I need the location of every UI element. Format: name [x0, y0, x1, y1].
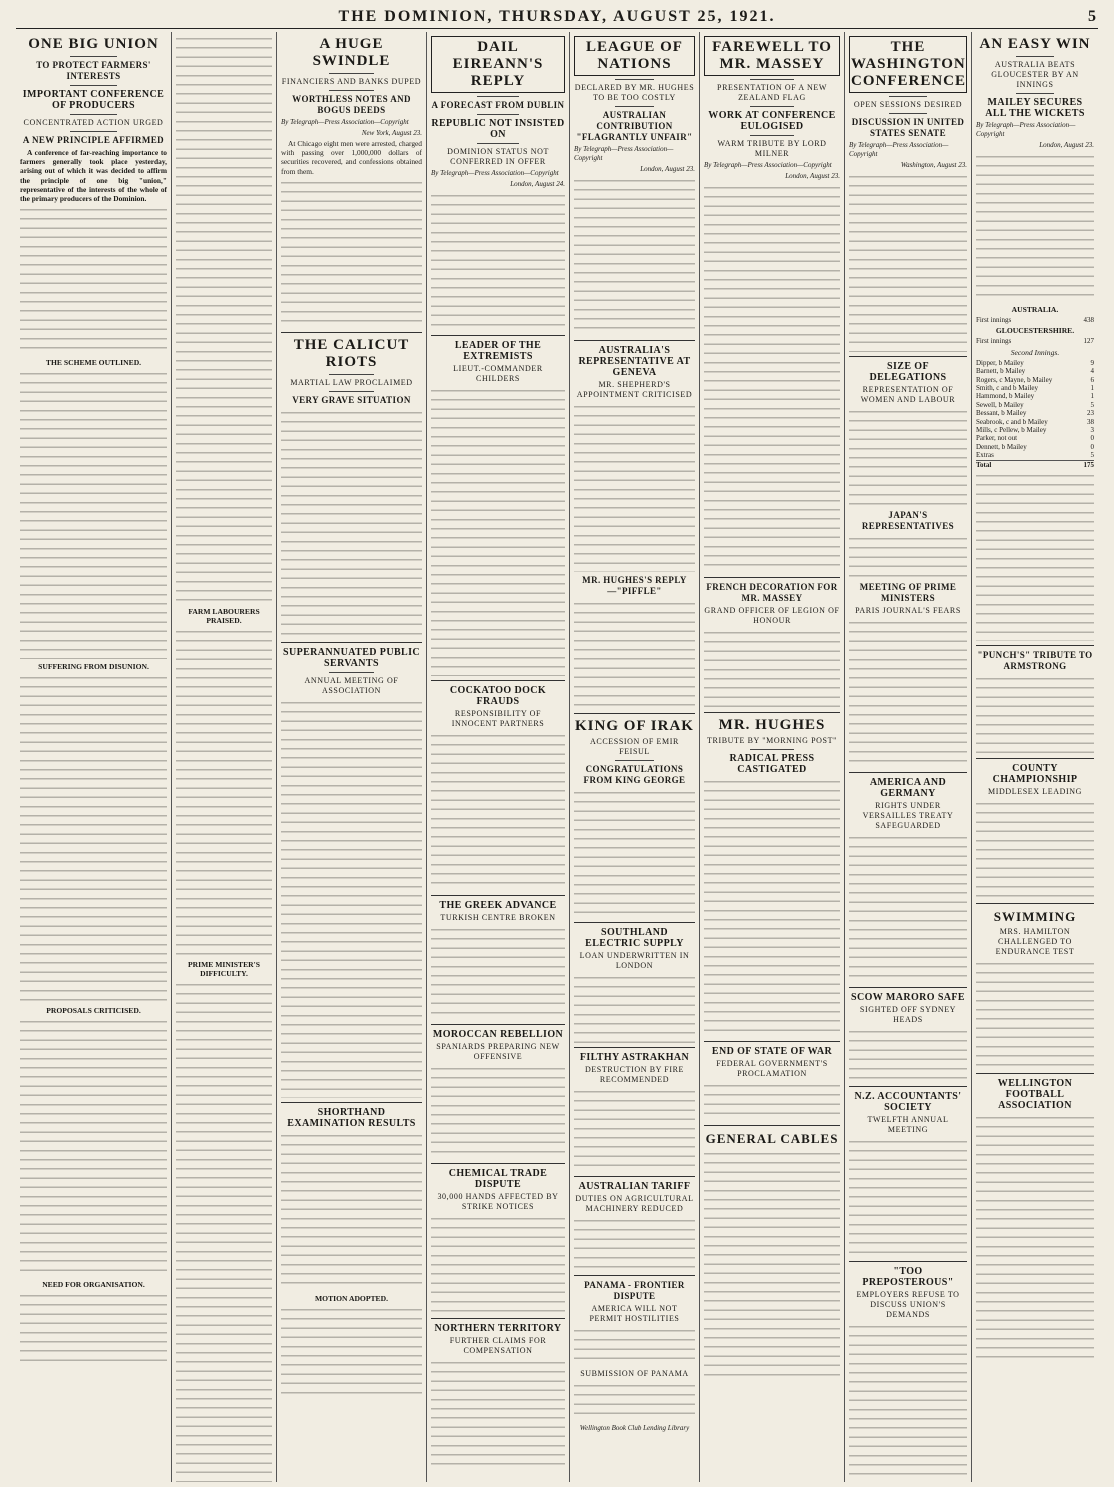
batting-row [976, 409, 1094, 417]
deck-women-labour: REPRESENTATION OF WOMEN AND LABOUR [860, 385, 956, 404]
deck-compensation: FURTHER CLAIMS FOR COMPENSATION [449, 1336, 547, 1355]
headline-dail-eireann: DAIL EIREANN'S REPLY [431, 36, 565, 93]
gloucester-scores [976, 337, 1094, 345]
deck-forecast-dublin: A FORECAST FROM DUBLIN [431, 100, 565, 110]
batting-row [976, 434, 1094, 442]
headline-punch-tribute: "PUNCH'S" TRIBUTE TO ARMSTRONG [977, 650, 1093, 672]
subhead-motion-adopted: MOTION ADOPTED. [315, 1293, 388, 1303]
batting-row [976, 392, 1094, 400]
deck-shepherd: MR. SHEPHERD'S APPOINTMENT CRITICISED [576, 380, 693, 399]
label-gl-first-innings: First innings [976, 337, 1012, 346]
batsman-runs: 4 [1090, 367, 1094, 376]
column-6 [699, 32, 844, 1482]
batting-table [976, 359, 1094, 460]
headline-county-championship: COUNTY CHAMPIONSHIP [992, 763, 1078, 786]
headline-northern-territory: NORTHERN TERRITORY [434, 1323, 562, 1334]
headline-calicut-riots: THE CALICUT RIOTS [293, 336, 410, 370]
credit-line: By Telegraph—Press Association—Copyright [574, 145, 674, 162]
deck-lord-milner: WARM TRIBUTE BY LORD MILNER [717, 139, 827, 158]
dateline: New York, August 23. [361, 129, 422, 137]
dateline: London, August 24. [510, 180, 565, 188]
deck-union-demands: EMPLOYERS REFUSE TO DISCUSS UNION'S DEMANDS [856, 1290, 960, 1319]
label-total: Total [976, 460, 1046, 469]
headline-extremists: LEADER OF THE EXTREMISTS [454, 340, 542, 362]
table-title-australia: AUSTRALIA. [1011, 305, 1059, 314]
subhead-scheme-outlined: THE SCHEME OUTLINED. [45, 358, 142, 368]
headline-america-germany: AMERICA AND GERMANY [869, 777, 947, 799]
batsman-name: Bessant, b Mailey [976, 409, 1027, 418]
batting-row [976, 426, 1094, 434]
deck-endurance-test: MRS. HAMILTON CHALLENGED TO ENDURANCE TEST [995, 927, 1075, 957]
deck-paris-fears: PARIS JOURNAL'S FEARS [855, 606, 961, 615]
batsman-name: Smith, c and b Mailey [976, 384, 1039, 393]
dateline: Washington, August 23. [900, 161, 967, 169]
batsman-runs: 1 [1090, 384, 1094, 393]
column-8 [971, 32, 1098, 1482]
credit-line: By Telegraph—Press Association—Copyright [281, 118, 409, 126]
headline-australian-tariff: AUSTRALIAN TARIFF [578, 1181, 691, 1192]
headline-easy-win: AN EASY WIN [979, 36, 1091, 52]
column-5 [569, 32, 699, 1482]
deck-martial-law: MARTIAL LAW PROCLAIMED [290, 377, 413, 387]
column-4 [426, 32, 569, 1482]
deck-worthless-notes: WORTHLESS NOTES AND BOGUS DEEDS [292, 94, 411, 115]
deck-dominion-status: DOMINION STATUS NOT CONFERRED IN OFFER [447, 147, 549, 166]
headline-filthy-astrakhan: FILTHY ASTRAKHAN [579, 1052, 690, 1063]
deck-senate-discussion: DISCUSSION IN UNITED STATES SENATE [851, 117, 965, 138]
deck-turkish-centre: TURKISH CENTRE BROKEN [440, 913, 556, 922]
batsman-name: Extras [976, 451, 994, 460]
deck-mailey-wickets: MAILEY SECURES ALL THE WICKETS [985, 97, 1085, 119]
deck-flagrantly-unfair: AUSTRALIAN CONTRIBUTION "FLAGRANTLY UNFAIR" [576, 110, 693, 142]
headline-chemical-dispute: CHEMICAL TRADE DISPUTE [448, 1168, 548, 1190]
deck-twelfth-meeting: TWELFTH ANNUAL MEETING [867, 1115, 949, 1134]
page-columns [16, 32, 1098, 1482]
headline-submission-panama: SUBMISSION OF PANAMA [580, 1369, 689, 1378]
batting-row [976, 384, 1094, 392]
headline-too-preposterous: "TOO PREPOSTEROUS" [862, 1266, 954, 1288]
value-total: 175 [1046, 460, 1094, 469]
credit-line: By Telegraph—Press Association—Copyright [849, 141, 949, 158]
batsman-name: Dipper, b Mailey [976, 358, 1024, 367]
batting-row [976, 367, 1094, 375]
headline-scow-maroro: SCOW MARORO SAFE [850, 992, 965, 1003]
headline-end-state-war: END OF STATE OF WAR [711, 1046, 833, 1057]
dateline: London, August 23. [1039, 141, 1094, 149]
batsman-runs: 3 [1090, 426, 1094, 435]
lead-paragraph: At Chicago eight men were arrested, charged with passing over 1,000,000 dollars of securities recovered, and confessions obtained from them. [281, 139, 422, 176]
column-3 [276, 32, 426, 1482]
batsman-name: Seabrook, c and b Mailey [976, 417, 1048, 426]
value-gl-first-innings: 127 [1083, 337, 1094, 346]
deck-financiers-duped: FINANCIERS AND BANKS DUPED [281, 77, 422, 86]
headline-size-delegations: SIZE OF DELEGATIONS [869, 361, 947, 383]
deck-versailles: RIGHTS UNDER VERSAILLES TREATY SAFEGUARDED [862, 801, 954, 830]
deck-annual-meeting: ANNUAL MEETING OF ASSOCIATION [304, 675, 399, 695]
batting-row [976, 359, 1094, 367]
dateline: London, August 23. [640, 165, 695, 173]
australia-scores [976, 316, 1094, 324]
headline-french-decoration: FRENCH DECORATION FOR MR. MASSEY [706, 582, 838, 603]
batting-row [976, 376, 1094, 384]
deck-nz-flag: PRESENTATION OF A NEW ZEALAND FLAG [717, 83, 827, 102]
batsman-runs: 9 [1090, 358, 1094, 367]
lead-paragraph: A conference of far-reaching importance to farmers generally took place yesterday, arising out of which it was decided to affirm the principle of one big "union," representative of the interests of the whole of the primary producers of the Dominion. [20, 148, 167, 204]
total-row-table [976, 460, 1094, 469]
headline-swimming: SWIMMING [993, 909, 1077, 925]
batsman-runs: 38 [1087, 417, 1094, 426]
deck-sydney-heads: SIGHTED OFF SYDNEY HEADS [859, 1005, 957, 1024]
deck-middlesex-leading: MIDDLESEX LEADING [988, 787, 1082, 797]
deck-too-costly: DECLARED BY MR. HUGHES TO BE TOO COSTLY [574, 83, 695, 102]
batting-row [976, 443, 1094, 451]
batting-row [976, 418, 1094, 426]
deck-important-conference: IMPORTANT CONFERENCE OF PRODUCERS [22, 89, 165, 111]
headline-panama: PANAMA - FRONTIER DISPUTE [584, 1280, 685, 1301]
batsman-name: Parker, not out [976, 434, 1018, 443]
credit-line: By Telegraph—Press Association—Copyright [704, 161, 832, 169]
batsman-runs: 5 [1090, 400, 1094, 409]
deck-open-sessions: OPEN SESSIONS DESIRED [853, 100, 963, 109]
headline-huge-swindle: A HUGE SWINDLE [312, 36, 391, 69]
deck-radical-press: RADICAL PRESS CASTIGATED [729, 753, 815, 775]
column-1 [16, 32, 171, 1482]
headline-southland: SOUTHLAND ELECTRIC SUPPLY [585, 927, 684, 949]
table-title-gloucestershire: GLOUCESTERSHIRE. [995, 326, 1075, 336]
deck-king-george: CONGRATULATIONS FROM KING GEORGE [583, 764, 686, 785]
headline-washington-conference: THE WASHINGTON CONFERENCE [849, 36, 967, 93]
deck-new-principle: A NEW PRINCIPLE AFFIRMED [22, 135, 165, 145]
column-7 [844, 32, 971, 1482]
deck-30000-hands: 30,000 HANDS AFFECTED BY STRIKE NOTICES [437, 1192, 559, 1211]
deck-innocent-partners: RESPONSIBILITY OF INNOCENT PARTNERS [451, 709, 545, 728]
batsman-name: Hammond, b Mailey [976, 392, 1035, 401]
batsman-name: Mills, c Pellew, b Mailey [976, 426, 1047, 435]
deck-work-eulogised: WORK AT CONFERENCE EULOGISED [708, 110, 836, 132]
page-number: 5 [1088, 8, 1096, 25]
headline-mr-hughes: MR. HUGHES [718, 717, 826, 733]
batsman-name: Barnett, b Mailey [976, 367, 1026, 376]
batsman-runs: 1 [1090, 392, 1094, 401]
headline-moroccan-rebellion: MOROCCAN REBELLION [432, 1029, 564, 1040]
deck-farmers-interests: TO PROTECT FARMERS' INTERESTS [36, 60, 151, 81]
headline-shorthand-results: SHORTHAND EXAMINATION RESULTS [287, 1106, 416, 1129]
headline-greek-advance: THE GREEK ADVANCE [439, 900, 557, 911]
masthead [16, 6, 1098, 29]
batting-row [976, 401, 1094, 409]
deck-republic-not-insisted: REPUBLIC NOT INSISTED ON [431, 118, 565, 140]
credit-line: By Telegraph—Press Association—Copyright [976, 121, 1076, 138]
deck-emir-feisul: ACCESSION OF EMIR FEISUL [590, 737, 679, 756]
batsman-name: Rogers, c Mayne, b Mailey [976, 375, 1053, 384]
subhead-farm-labourers: FARM LABOURERS PRAISED. [188, 607, 260, 625]
value-first-innings: 438 [1083, 316, 1094, 324]
batsman-runs: 23 [1087, 409, 1094, 418]
headline-one-big-union: ONE BIG UNION [28, 36, 159, 52]
newspaper-title: THE DOMINION, THURSDAY, AUGUST 25, 1921. [338, 8, 776, 25]
headline-wellington-football: WELLINGTON FOOTBALL ASSOCIATION [997, 1078, 1073, 1112]
deck-morning-post: TRIBUTE BY "MORNING POST" [707, 736, 837, 745]
second-innings-label: Second Innings. [1010, 347, 1060, 357]
subhead-suffering-disunion: SUFFERING FROM DISUNION. [38, 662, 149, 672]
dateline: London, August 23. [785, 172, 840, 180]
batsman-name: Sewell, b Mailey [976, 400, 1024, 409]
headline-geneva: AUSTRALIA'S REPRESENTATIVE AT GENEVA [578, 345, 691, 378]
credit-line: By Telegraph—Press Association—Copyright [431, 169, 559, 177]
deck-america-hostilities: AMERICA WILL NOT PERMIT HOSTILITIES [589, 1304, 680, 1323]
deck-spaniards: SPANIARDS PREPARING NEW OFFENSIVE [436, 1042, 560, 1061]
headline-superannuated: SUPERANNUATED PUBLIC SERVANTS [283, 646, 420, 669]
advertisement: Wellington Book Club Lending Library [579, 1424, 690, 1432]
headline-league-of-nations: LEAGUE OF NATIONS [574, 36, 695, 76]
deck-machinery: DUTIES ON AGRICULTURAL MACHINERY REDUCED [575, 1194, 694, 1213]
deck-childers: LIEUT.-COMMANDER CHILDERS [453, 364, 543, 383]
deck-destruction-fire: DESTRUCTION BY FIRE RECOMMENDED [584, 1065, 685, 1084]
headline-general-cables: GENERAL CABLES [705, 1131, 839, 1146]
subhead-need-organisation: NEED FOR ORGANISATION. [42, 1280, 145, 1290]
batsman-runs: 0 [1090, 434, 1094, 443]
batsman-runs: 0 [1090, 442, 1094, 451]
batting-row [976, 451, 1094, 459]
headline-prime-ministers: MEETING OF PRIME MINISTERS [859, 582, 957, 603]
deck-legion-honour: GRAND OFFICER OF LEGION OF HONOUR [704, 606, 840, 625]
deck-grave-situation: VERY GRAVE SITUATION [292, 394, 411, 405]
headline-king-of-irak: KING OF IRAK [575, 718, 694, 734]
headline-accountants-society: N.Z. ACCOUNTANTS' SOCIETY [854, 1091, 962, 1113]
deck-concentrated-action: CONCENTRATED ACTION URGED [23, 118, 164, 127]
deck-australia-beats: AUSTRALIA BEATS GLOUCESTER BY AN INNINGS [991, 60, 1079, 89]
batsman-runs: 6 [1090, 375, 1094, 384]
headline-japans-representatives: JAPAN'S REPRESENTATIVES [861, 510, 955, 531]
batsman-name: Dennett, b Mailey [976, 442, 1027, 451]
headline-piffle: MR. HUGHES'S REPLY—"PIFFLE" [582, 575, 687, 596]
headline-cockatoo-dock: COCKATOO DOCK FRAUDS [449, 685, 547, 707]
deck-loan-london: LOAN UNDERWRITTEN IN LONDON [579, 951, 690, 970]
subhead-proposals-criticised: PROPOSALS CRITICISED. [46, 1006, 141, 1016]
subhead-prime-minister-difficulty: PRIME MINISTER'S DIFFICULTY. [188, 960, 260, 978]
batsman-runs: 5 [1090, 451, 1094, 460]
headline-farewell-massey: FAREWELL TO MR. MASSEY [704, 36, 840, 76]
label-first-innings: First innings [976, 316, 1012, 324]
column-2 [171, 32, 276, 1482]
deck-proclamation: FEDERAL GOVERNMENT'S PROCLAMATION [716, 1059, 828, 1078]
